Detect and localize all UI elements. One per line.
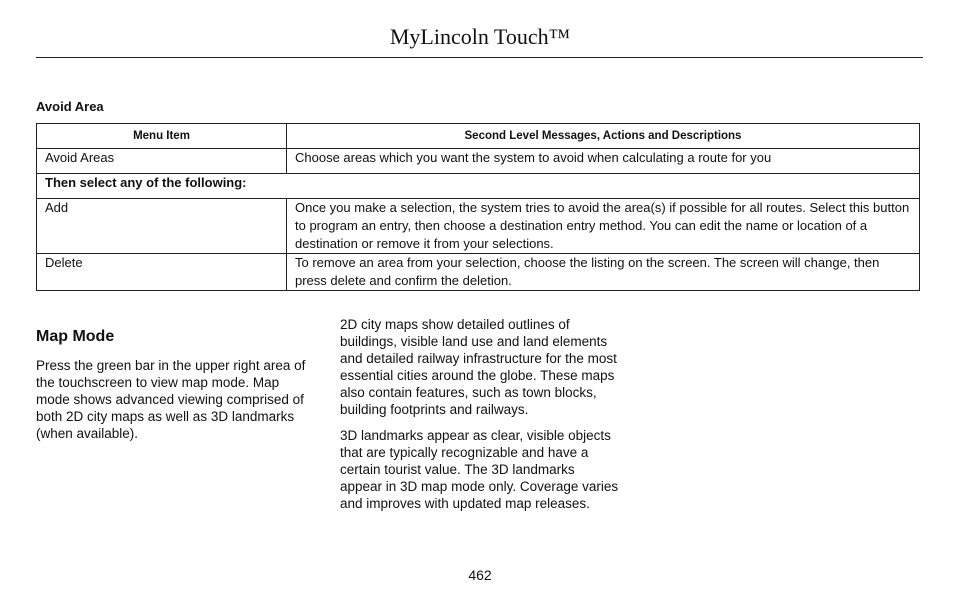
span-cell: Then select any of the following:	[37, 174, 920, 199]
page-number: 462	[468, 567, 492, 583]
map-mode-heading: Map Mode	[36, 328, 115, 345]
table-row	[37, 199, 920, 254]
table-row	[37, 149, 920, 174]
section-title: Avoid Area	[36, 99, 104, 114]
left-column	[36, 357, 314, 442]
table-row	[37, 254, 920, 291]
table-row-span	[37, 174, 920, 199]
column-header-menu-item: Menu Item	[37, 124, 287, 149]
paragraph: Press the green bar in the upper right area of the touchscreen to view map mode. Map mode shows advanced viewing comprised of both 2D city maps as well as 3D landmarks (when available).	[36, 358, 306, 441]
menu-table	[36, 123, 920, 291]
middle-column	[340, 316, 620, 512]
header-divider	[36, 57, 923, 58]
paragraph: 2D city maps show detailed outlines of buildings, visible land use and land elements and detailed railway infrastructure for the most essential cities around the globe. These maps also contain features, such as town blocks, building footprints and railways.	[340, 317, 617, 417]
table-header-row	[37, 124, 920, 149]
description-cell: Choose areas which you want the system to avoid when calculating a route for you	[287, 149, 920, 174]
menu-item-cell: Avoid Areas	[37, 149, 287, 174]
description-cell: Once you make a selection, the system tries to avoid the area(s) if possible for all routes. Select this button to program an entry, then choose a destination entry method. You can edit the name or location of a destination or remove it from your selections.	[287, 199, 920, 254]
menu-item-cell: Add	[37, 199, 287, 254]
paragraph: 3D landmarks appear as clear, visible objects that are typically recognizable and have a certain tourist value. The 3D landmarks appear in 3D map mode only. Coverage varies and improves with updated map releases.	[340, 428, 619, 511]
description-cell: To remove an area from your selection, choose the listing on the screen. The screen will change, then press delete and confirm the deletion.	[287, 254, 920, 291]
page-title: MyLincoln Touch™	[389, 24, 571, 49]
menu-item-cell: Delete	[37, 254, 287, 291]
column-header-descriptions: Second Level Messages, Actions and Descriptions	[287, 124, 920, 149]
